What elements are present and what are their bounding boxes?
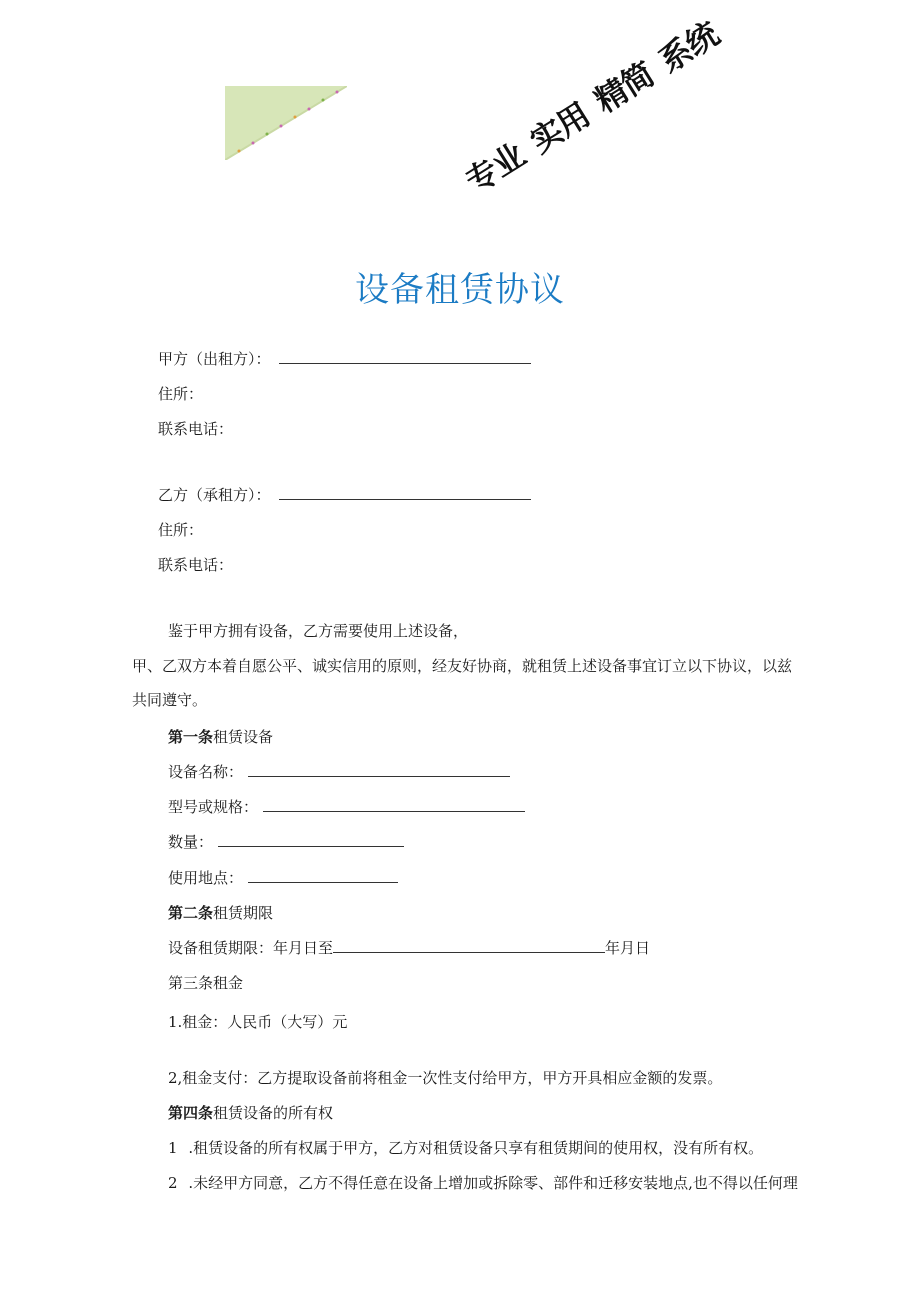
article-4-item-2 (168, 1173, 798, 1193)
article-4-number: 第四条 (168, 1104, 214, 1122)
article-4-item-2-text: .未经甲方同意，乙方不得任意在设备上增加或拆除零、部件和迁移安装地点,也不得以任何理 (188, 1174, 798, 1192)
party-b-phone-label: 联系电话： (158, 556, 234, 574)
location-line (168, 868, 398, 888)
slogan-word: 实用 (523, 95, 597, 161)
article-2-number: 第二条 (168, 904, 214, 922)
quantity-blank[interactable] (218, 832, 404, 847)
party-a-label: 甲方（出租方）： (158, 350, 271, 368)
quantity-line (168, 832, 404, 852)
model-label: 型号或规格： (168, 798, 259, 816)
article-1-heading (168, 727, 273, 747)
party-b-line (158, 485, 531, 505)
article-3-heading: 第三条租金 (168, 974, 244, 992)
lease-period-line (168, 938, 650, 958)
equipment-name-line (168, 762, 510, 782)
party-b-label: 乙方（承租方）： (158, 486, 271, 504)
slogan-word: 系统 (652, 14, 726, 80)
slogan-word: 精简 (587, 55, 661, 121)
party-a-line (158, 349, 531, 369)
equipment-name-label: 设备名称： (168, 763, 244, 781)
quantity-label: 数量： (168, 833, 214, 851)
party-a-phone-label: 联系电话： (158, 420, 234, 438)
decorative-corner-graphic (225, 86, 347, 160)
article-4-item-2-number: 2 (168, 1174, 178, 1192)
lease-period-suffix: 年月日 (605, 939, 651, 957)
article-4-item-1 (168, 1138, 763, 1158)
preamble-line-2: 甲、乙双方本着自愿公平、诚实信用的原则，经友好协商，就租赁上述设备事宜订立以下协议，以兹 (132, 657, 793, 675)
article-2-heading (168, 903, 273, 923)
model-line (168, 797, 525, 817)
model-blank[interactable] (263, 797, 525, 812)
article-1-title: 租赁设备 (213, 728, 274, 746)
document-title: 设备租赁协议 (355, 270, 565, 310)
equipment-name-blank[interactable] (248, 762, 510, 777)
article-3-item-1: 1.租金：人民币（大写）元 (168, 1013, 348, 1031)
article-1-number: 第一条 (168, 728, 214, 746)
party-a-blank[interactable] (279, 349, 531, 364)
article-3-item-2: 2,租金支付：乙方提取设备前将租金一次性支付给甲方，甲方开具相应金额的发票。 (168, 1069, 723, 1087)
slogan (456, 2, 738, 202)
party-b-blank[interactable] (279, 485, 531, 500)
article-2-title: 租赁期限 (213, 904, 274, 922)
lease-period-prefix: 设备租赁期限：年月日至 (168, 939, 334, 957)
article-4-title: 租赁设备的所有权 (213, 1104, 334, 1122)
location-label: 使用地点： (168, 869, 244, 887)
article-4-item-1-number: 1 (168, 1139, 178, 1157)
preamble-line-1: 鉴于甲方拥有设备，乙方需要使用上述设备， (168, 622, 469, 640)
party-a-address-label: 住所： (158, 385, 204, 403)
slogan-word: 专业 (458, 135, 532, 201)
lease-period-blank[interactable] (333, 938, 605, 953)
location-blank[interactable] (248, 868, 398, 883)
article-4-heading (168, 1103, 333, 1123)
preamble-line-3: 共同遵守。 (132, 691, 208, 709)
article-4-item-1-text: .租赁设备的所有权属于甲方，乙方对租赁设备只享有租赁期间的使用权，没有所有权。 (188, 1139, 764, 1157)
party-b-address-label: 住所： (158, 521, 204, 539)
